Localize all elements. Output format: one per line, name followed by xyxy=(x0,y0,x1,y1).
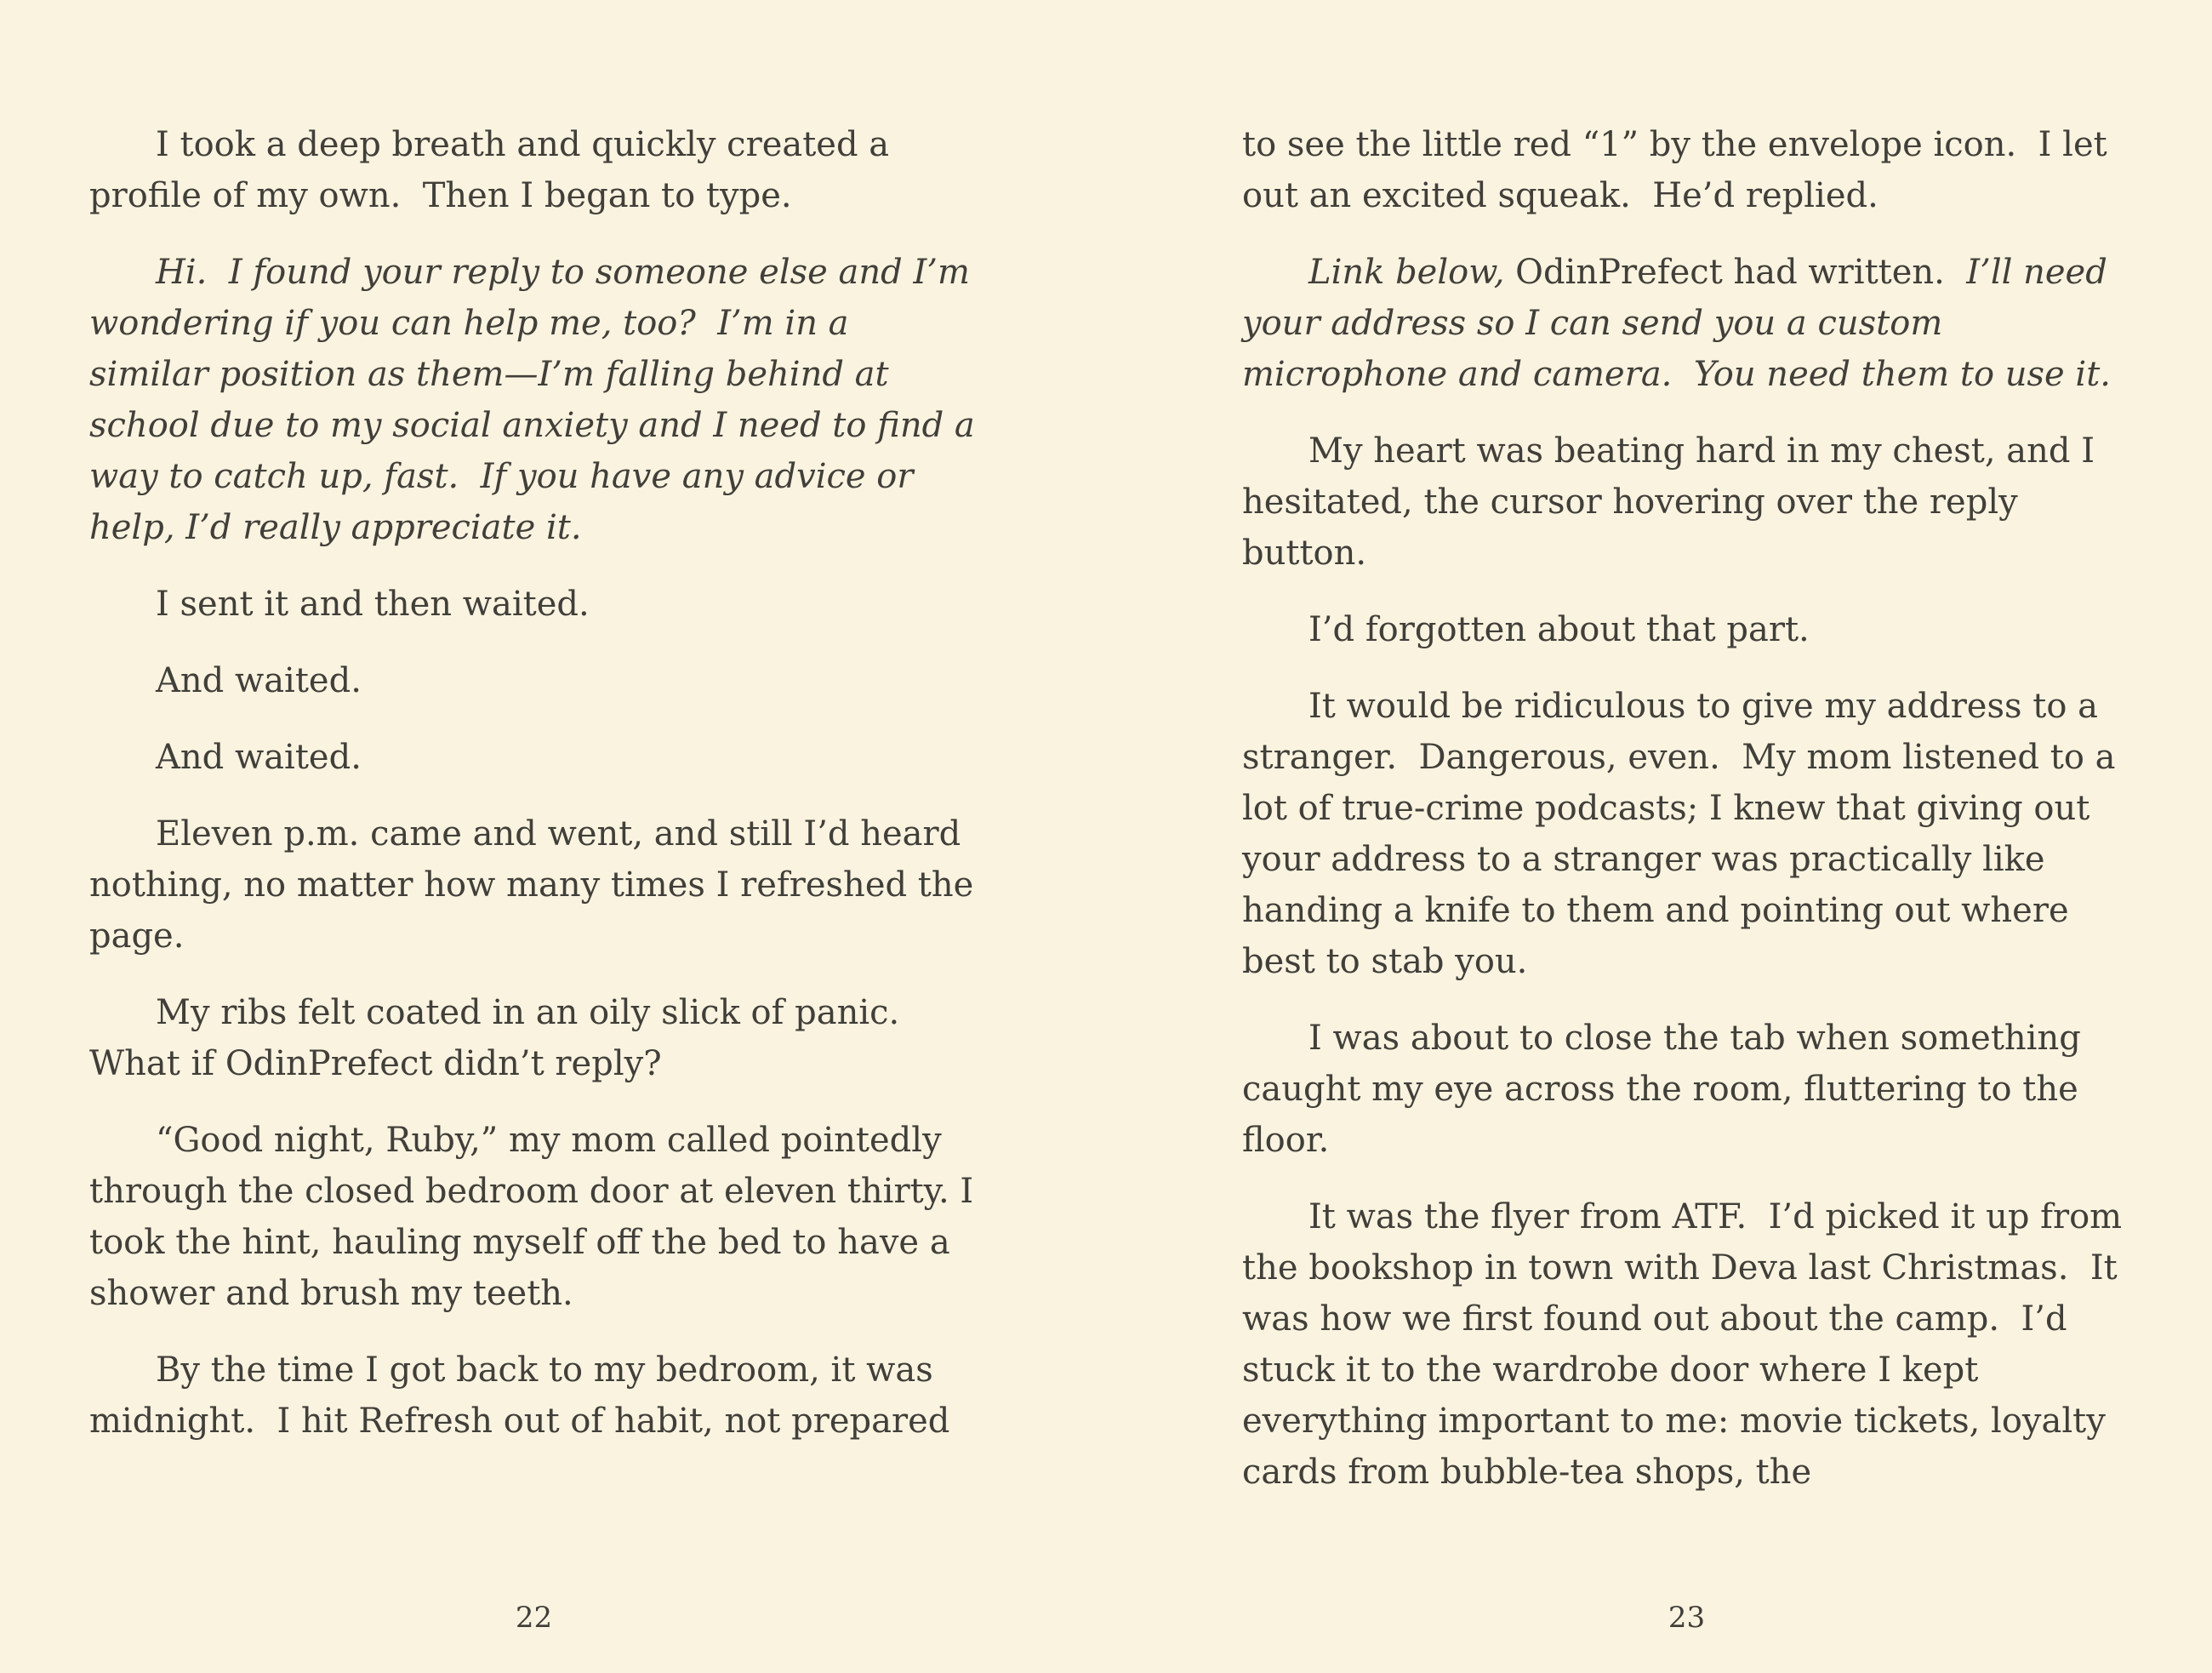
paragraph: I’d forgotten about that part. xyxy=(1308,610,1810,649)
paragraph: My ribs felt coated in an oily slick of panic. What if OdinPrefect didn’t reply? xyxy=(89,993,921,1083)
paragraph: “Good night, Ruby,” my mom called pointedly through the closed bedroom door at eleven thirty. I took the hint, hauling myself off the bed to have a shower and brush my teeth. xyxy=(89,1121,984,1313)
paragraph: It was the flyer from ATF. I’d picked it up from the bookshop in town with Deva last Christmas. It was how we first found out about the camp. I’d stuck it to the wardrobe door where I kept everything important to me: movie tickets, loyalty cards from bubble-tea shops, the xyxy=(1242,1197,2133,1492)
paragraph: And waited. xyxy=(156,661,362,700)
right-text-column xyxy=(1242,119,2131,1603)
paragraph-italic-message: Hi. I found your reply to someone else and I’m wondering if you can help me, too? I’m in a similar position as them—I’m falling behind at school due to my social anxiety and I need to find a way to catch up, fast. If you have any advice or help, I’d really appreciate it. xyxy=(89,253,986,547)
page-number-left: 22 xyxy=(515,1601,553,1635)
paragraph: And waited. xyxy=(156,738,362,777)
message-segment-italic: Link below, xyxy=(1308,253,1505,292)
page-right xyxy=(1106,0,2212,1673)
paragraph: It would be ridiculous to give my address to a stranger. Dangerous, even. My mom listened to a lot of true-crime podcasts; I knew that giving out your address to a stranger was practically like handing a knife to them and pointing out where best to stab you. xyxy=(1242,687,2127,981)
paragraph: My heart was beating hard in my chest, and I hesitated, the cursor hovering over the reply button. xyxy=(1242,431,2106,573)
paragraph: I sent it and then waited. xyxy=(156,585,590,624)
message-segment-italic: I’ll need your address so I can send you a custom microphone and camera. You need them to use it. xyxy=(1242,253,2118,394)
paragraph: I was about to close the tab when something caught my eye across the room, fluttering to the floor. xyxy=(1242,1019,2092,1160)
left-text-column xyxy=(89,119,986,1603)
paragraph: Eleven p.m. came and went, and still I’d heard nothing, no matter how many times I refreshed the page. xyxy=(89,814,985,956)
paragraph: By the time I got back to my bedroom, it was midnight. I hit Refresh out of habit, not prepared xyxy=(89,1350,950,1441)
paragraph: I took a deep breath and quickly created a profile of my own. Then I began to type. xyxy=(89,125,900,215)
paragraph: to see the little red “1” by the envelope icon. I let out an excited squeak. He’d replied. xyxy=(1242,125,2118,215)
page-number-right: 23 xyxy=(1668,1601,1706,1635)
paragraph-mixed-message xyxy=(1242,247,2131,400)
message-segment-roman: OdinPrefect had written. xyxy=(1504,253,1967,292)
